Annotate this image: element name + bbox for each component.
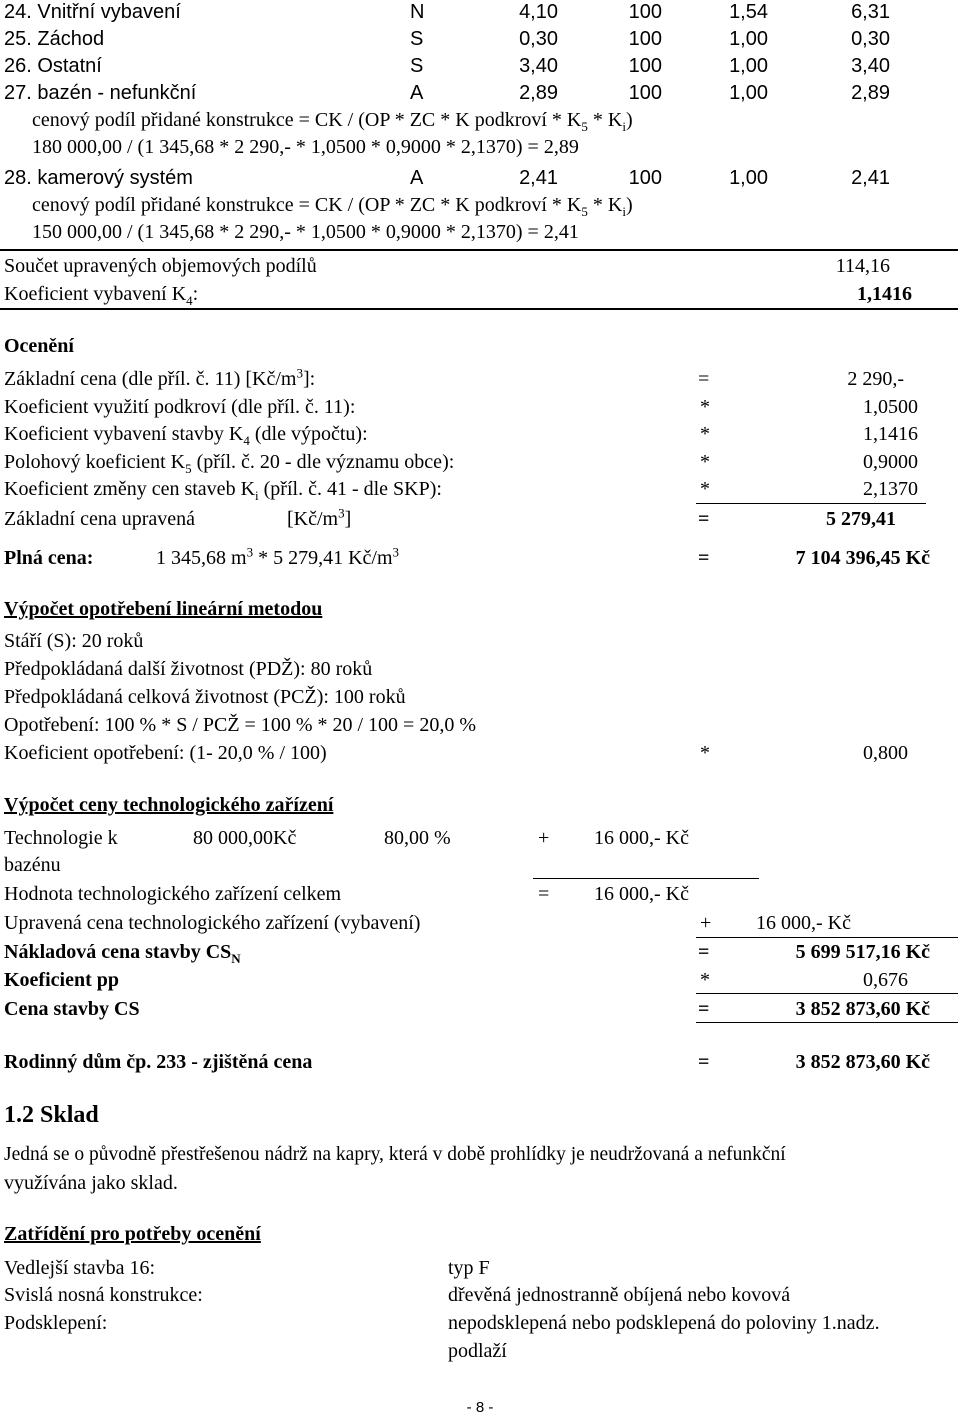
koef-opotrebeni-value: 0,800 [863,742,908,764]
oceneni-row-value: 1,1416 [863,423,918,445]
opotrebeni-title: Výpočet opotřebení lineární metodou [4,598,323,620]
item-v4: 2,41 [851,167,890,189]
item-label: 26. Ostatní [4,55,102,77]
item-27-formula-result: 180 000,00 / (1 345,68 * 2 290,- * 1,0500 * 0,9000 * 2,1370) = 2,89 [32,136,579,158]
koef-pp-op: * [700,969,710,991]
tech-item-percent: 80,00 % [384,827,451,849]
item-28-formula-result: 150 000,00 / (1 345,68 * 2 290,- * 1,0500 * 0,9000 * 2,1370) = 2,41 [32,221,579,243]
zc-upravena-label: Základní cena upravená [4,508,196,530]
item-v1: 0,30 [519,28,558,50]
tech-item-value: 16 000,- Kč [594,827,689,849]
tech-total-label: Hodnota technologického zařízení celkem [4,883,342,905]
oceneni-title: Ocenění [4,335,74,357]
item-v1: 2,41 [519,167,558,189]
item-v2: 100 [628,167,662,189]
opotrebeni-line: Stáří (S): 20 roků [4,630,144,652]
item-v4: 0,30 [851,28,890,50]
section-title: 1.2 Sklad [4,1102,99,1128]
oceneni-row-label: Koeficient změny cen staveb $K_i$ (příl. č. 41 - dle SKP): [4,478,442,503]
plna-cena-value: 7 104 396,45 Kč [795,547,930,569]
sum-label: Součet upravených objemových podílů [4,255,317,277]
oceneni-row-value: 2,1370 [863,478,918,500]
item-28-formula: cenový podíl přidané konstrukce = CK / (OP * ZC * K podkroví * $K_5 * K_i$) [32,194,633,219]
item-v4: 3,40 [851,55,890,77]
tech-total-op: = [538,883,550,905]
item-v3: 1,00 [729,167,768,189]
divider [0,249,958,251]
opotrebeni-line: Předpokládaná další životnost (PDŽ): 80 roků [4,658,373,680]
oceneni-row-op: * [700,423,710,445]
oceneni-row-op: = [698,368,710,390]
zatrideni-label: Svislá nosná konstrukce: [4,1284,203,1306]
item-code: N [410,1,425,23]
item-v1: 2,89 [519,82,558,104]
zc-upravena-value: 5 279,41 [826,508,896,530]
oceneni-row-op: * [700,396,710,418]
oceneni-row-label: Polohový koeficient $K_5$ (příl. č. 20 - dle významu obce): [4,451,455,476]
zatrideni-value: typ F [448,1257,490,1279]
koef-opotrebeni-label: Koeficient opotřebení: (1- 20,0 % / 100) [4,742,327,764]
rd-zjistena-cena-value: 3 852 873,60 Kč [795,1051,930,1073]
koef-pp-label: Koeficient pp [4,969,119,991]
item-label: 28. kamerový systém [4,167,193,189]
koef-opotrebeni-op: * [700,742,710,764]
oceneni-row-value: 2 290,- [847,368,904,390]
item-v1: 4,10 [519,1,558,23]
sum-underline [696,993,958,994]
item-v3: 1,00 [729,82,768,104]
opotrebeni-line: Předpokládaná celková životnost (PCŽ): 100 roků [4,686,406,708]
tech-upravena-label: Upravená cena technologického zařízení (vybavení) [4,912,421,934]
oceneni-row-value: 1,0500 [863,396,918,418]
opotrebeni-line: Opotřebení: 100 % * S / PCŽ = 100 % * 20 / 100 = 20,0 % [4,714,476,736]
oceneni-row-value: 0,9000 [863,451,918,473]
item-code: S [410,55,424,77]
item-v2: 100 [628,55,662,77]
item-label: 24. Vnitřní vybavení [4,1,181,23]
zatrideni-title: Zatřídění pro potřeby ocenění [4,1223,261,1245]
item-v4: 2,89 [851,82,890,104]
oceneni-row-label: Koeficient využití podkroví (dle příl. č. 11): [4,396,356,418]
cena-stavby-value: 3 852 873,60 Kč [795,998,930,1020]
nakladova-cena-op: = [698,941,710,963]
sum-underline [696,937,958,938]
oceneni-row-label: Základní cena (dle příl. č. 11) $[Kč/m^3]$: [4,365,316,390]
plna-cena-expression: 1 345,68 $m^3 * 5$ 279,41 $Kč/m^3$ [156,544,399,569]
sum-underline [696,1022,958,1023]
plna-cena-label: Plná cena: [4,547,94,569]
tech-upravena-value: 16 000,- Kč [756,912,851,934]
oceneni-row-label: Koeficient vybavení stavby $K_4$ (dle výpočtu): [4,423,368,448]
zatrideni-label: Vedlejší stavba 16: [4,1257,156,1279]
tech-underline [533,878,759,879]
item-code: S [410,28,424,50]
tech-upravena-op: + [700,912,712,934]
tech-total-value: 16 000,- Kč [594,883,689,905]
item-v1: 3,40 [519,55,558,77]
item-v2: 100 [628,1,662,23]
item-label: 25. Záchod [4,28,105,50]
item-v3: 1,00 [729,28,768,50]
item-v2: 100 [628,28,662,50]
item-label: 27. bazén - nefunkční [4,82,197,104]
tech-item-price: 80 000,00Kč [193,827,297,849]
divider [0,308,958,310]
zc-upravena-op: = [698,508,710,530]
tech-item-op: + [538,827,550,849]
cena-stavby-label: Cena stavby CS [4,998,140,1020]
paragraph-line: využívána jako sklad. [4,1172,178,1194]
zatrideni-value: nepodsklepená nebo podsklepená do poloviny 1.nadz. [448,1312,880,1334]
item-code: A [410,82,424,104]
nakladova-cena-label: Nákladová cena stavby $CS_N$ [4,941,241,966]
zatrideni-value-cont: podlaží [448,1340,507,1362]
item-27-formula: cenový podíl přidané konstrukce = CK / (OP * ZC * K podkroví * $K_5 * K_i$) [32,109,633,134]
item-v3: 1,54 [729,1,768,23]
rd-zjistena-cena-label: Rodinný dům čp. 233 - zjištěná cena [4,1051,313,1073]
oceneni-row-op: * [700,451,710,473]
zatrideni-label: Podsklepení: [4,1312,108,1334]
k4-label: Koeficient vybavení $K_4$: [4,283,199,308]
koef-pp-value: 0,676 [863,969,908,991]
rd-zjistena-cena-op: = [698,1051,710,1073]
sum-underline [696,503,926,504]
oceneni-row-op: * [700,478,710,500]
sum-value: 114,16 [835,255,890,277]
item-v3: 1,00 [729,55,768,77]
nakladova-cena-value: 5 699 517,16 Kč [795,941,930,963]
tech-item-label: Technologie k [4,827,118,849]
cena-stavby-op: = [698,998,710,1020]
paragraph-line: Jedná se o původně přestřešenou nádrž na kapry, která v době prohlídky je neudržovaná a nefunkční [4,1144,786,1165]
item-v2: 100 [628,82,662,104]
zc-upravena-unit: $[Kč/m^3]$ [287,505,352,530]
item-v4: 6,31 [851,1,890,23]
item-code: A [410,167,424,189]
page-number: - 8 - [466,1399,494,1416]
tech-item-label-cont: bazénu [4,854,61,876]
zatrideni-value: dřevěná jednostranně obíjená nebo kovová [448,1284,791,1306]
plna-cena-op: = [698,547,710,569]
tech-title: Výpočet ceny technologického zařízení [4,794,334,816]
k4-value: 1,1416 [857,283,912,305]
